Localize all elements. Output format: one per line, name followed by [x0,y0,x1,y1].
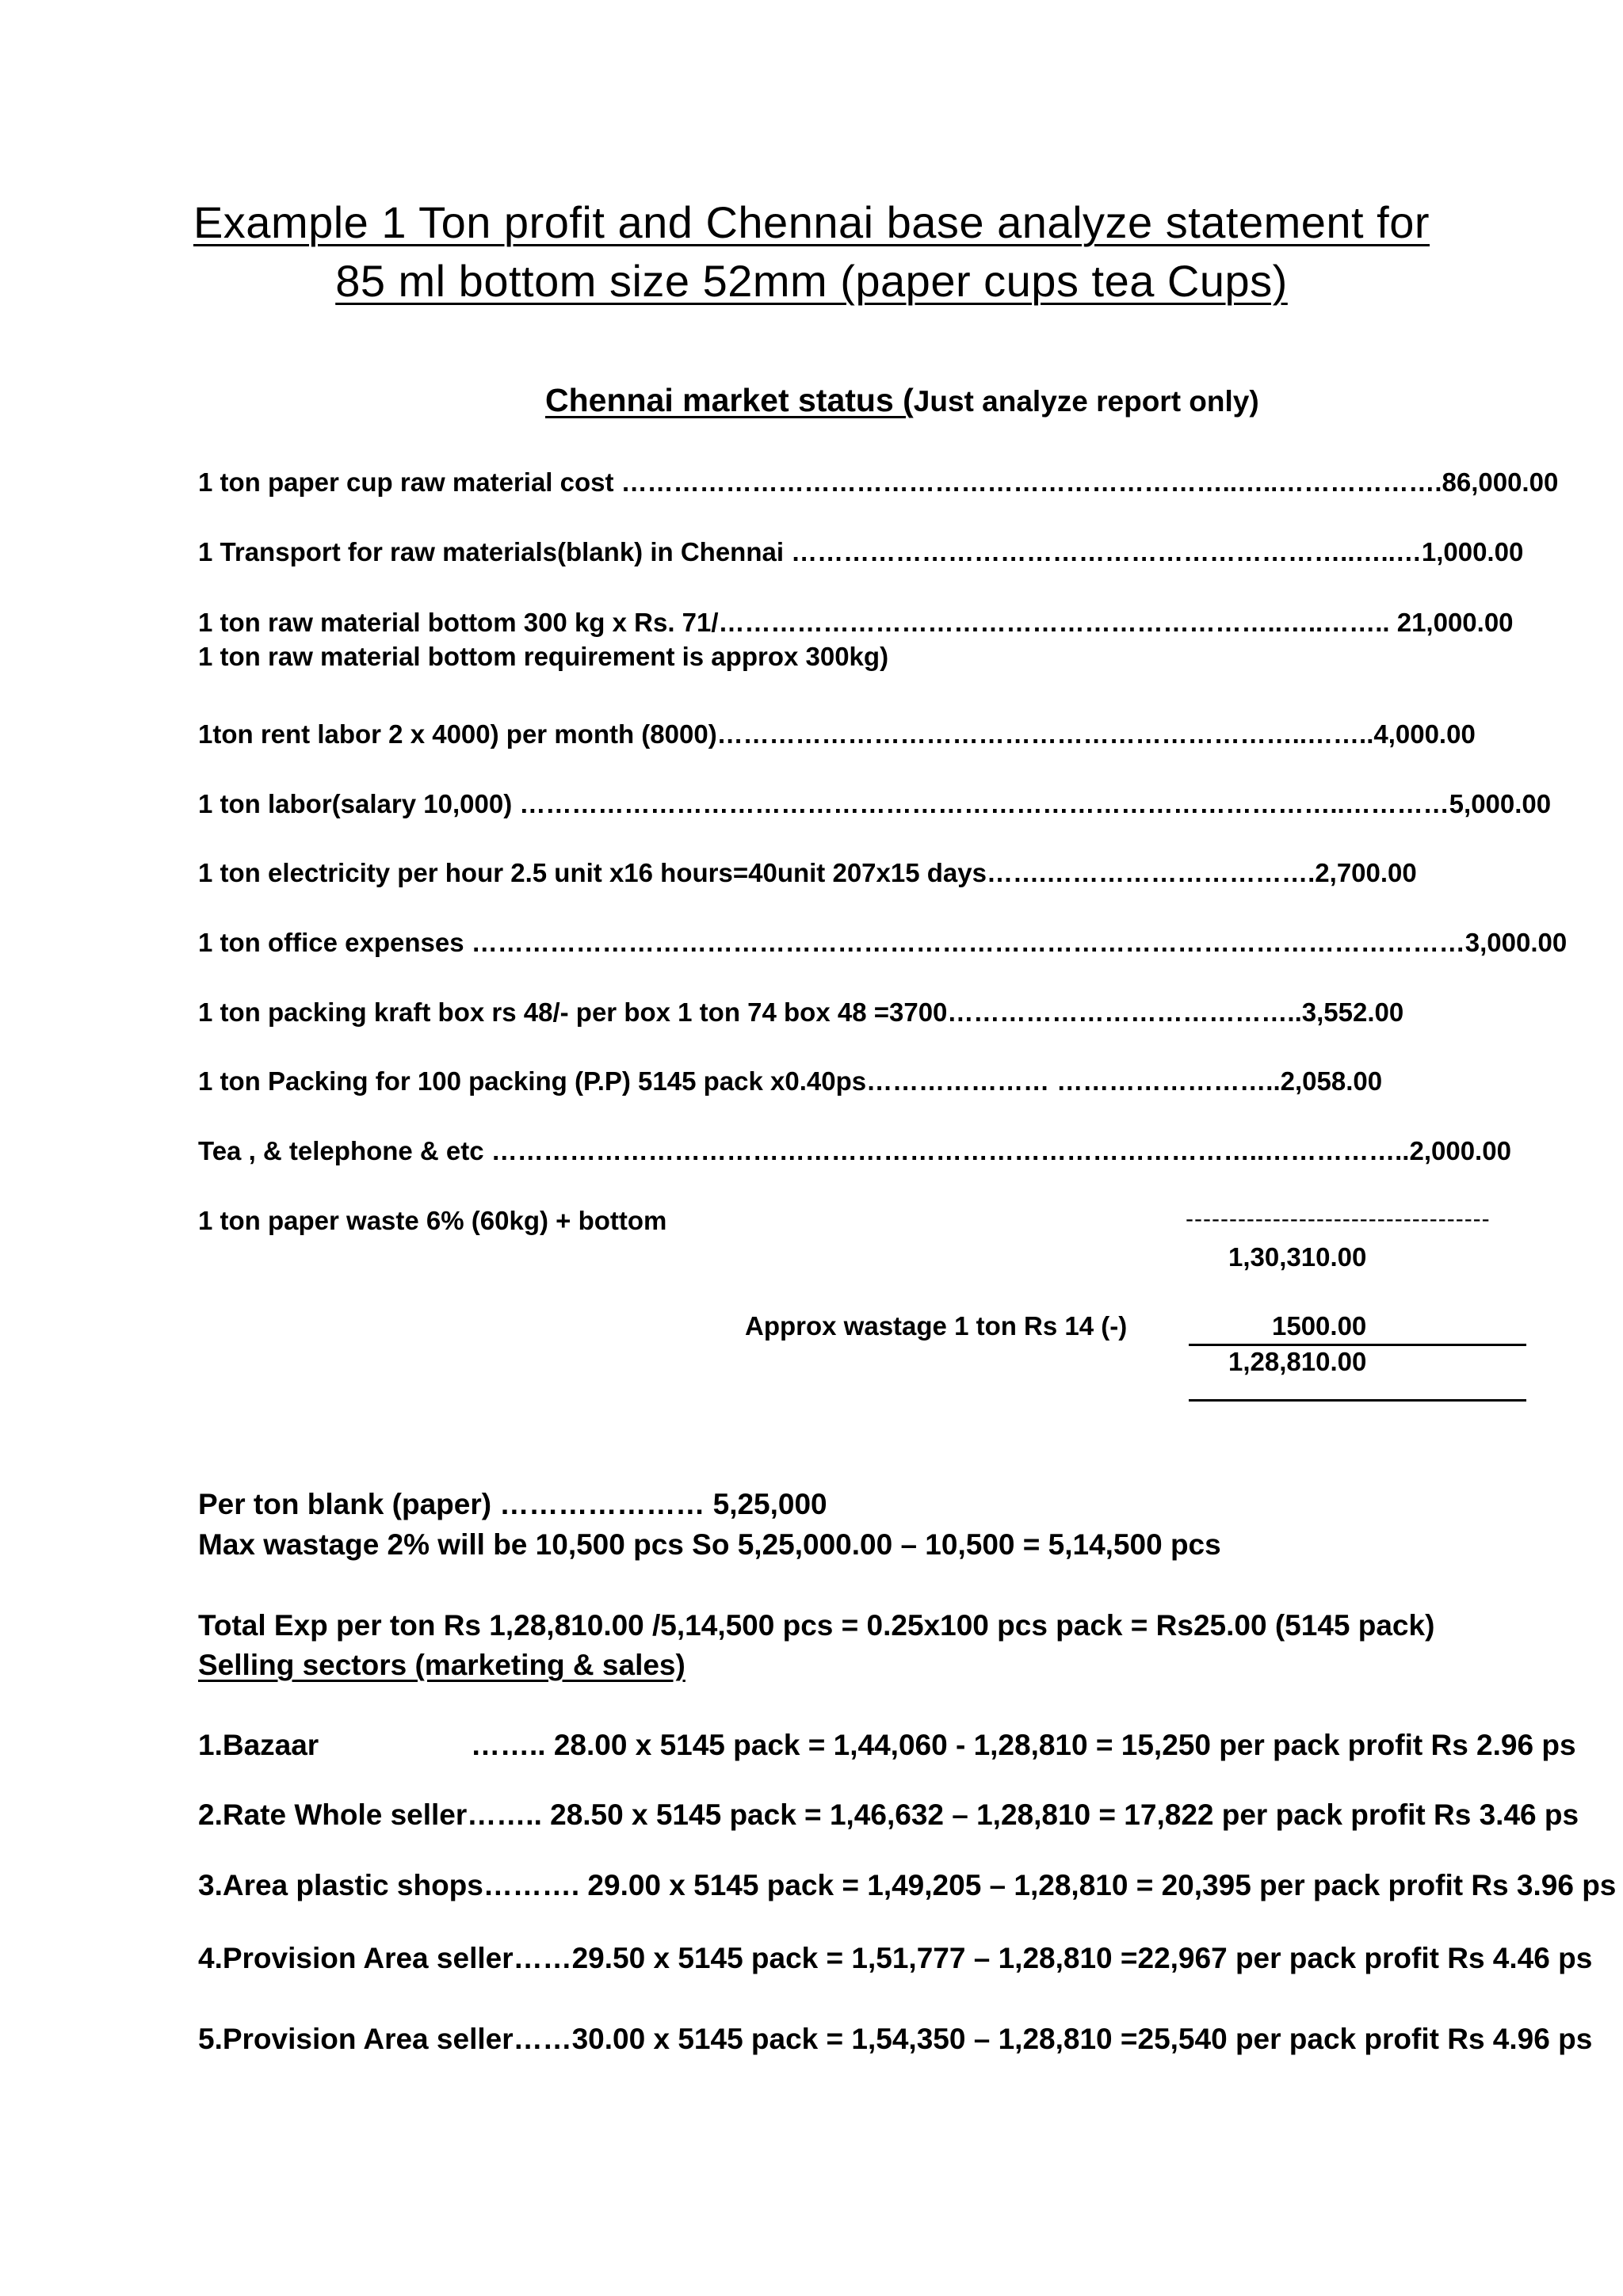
expense-line: 1 ton paper cup raw material cost ……………………………………………………………..…..……………….86,000.00 [198,467,1559,497]
selling-row: 2.Rate Whole seller…….. 28.50 x 5145 pack = 1,46,632 – 1,28,810 = 17,822 per pack profit Rs 3.46 ps [198,1798,1579,1831]
selling-row: 3.Area plastic shops………. 29.00 x 5145 pack = 1,49,205 – 1,28,810 = 20,395 per pack profit Rs 3.96 ps [198,1869,1617,1901]
title-line-2: 85 ml bottom size 52mm (paper cups tea Cups) [335,256,1288,306]
subtitle-main: Chennai market status ( [545,382,914,418]
expense-line: 1 ton Packing for 100 packing (P.P) 5145 pack x0.40ps………………… ……………………..2,058.00 [198,1066,1383,1096]
expense-line: Tea , & telephone & etc ……………………………………………………………………………..……………..2,000.00 [198,1136,1511,1165]
selling-heading: Selling sectors (marketing & sales) [198,1649,685,1681]
expense-line: 1 ton packing kraft box rs 48/- per box 1 ton 74 box 48 =3700…………………………………..3,552.00 [198,997,1404,1027]
underline-rule [1189,1399,1526,1402]
expense-line: 1 Transport for raw materials(blank) in Chennai ………………………………………………………..…..…1,000.00 [198,537,1524,566]
selling-row: 5.Provision Area seller……30.00 x 5145 pack = 1,54,350 – 1,28,810 =25,540 per pack profit Rs 4.96 ps [198,2023,1593,2055]
title-line-1: Example 1 Ton profit and Chennai base analyze statement for [193,197,1430,247]
total-value: 1,28,810.00 [1228,1347,1367,1376]
expense-line: 1 ton electricity per hour 2.5 unit x16 hours=40unit 207x15 days…….………………………….2,700.00 [198,858,1417,887]
subtitle [545,382,1259,419]
expense-line: 1 ton paper waste 6% (60kg) + bottom [198,1206,667,1235]
total-expense: Total Exp per ton Rs 1,28,810.00 /5,14,500 pcs = 0.25x100 pcs pack = Rs25.00 (5145 pack) [198,1609,1435,1642]
expense-line: 1 ton labor(salary 10,000) …………………………………………………………………………………..…………5,000.00 [198,789,1552,818]
selling-calc: …….. 28.00 x 5145 pack = 1,44,060 - 1,28,810 = 15,250 per pack profit Rs 2.96 ps [471,1729,1576,1761]
subtitle-note: Just analyze report only) [913,385,1259,418]
max-wastage: Max wastage 2% will be 10,500 pcs So 5,25,000.00 – 10,500 = 5,14,500 pcs [198,1528,1221,1561]
dashed-separator: ----------------------------------- [1186,1206,1491,1232]
expense-line: 1ton rent labor 2 x 4000) per month (8000)…………………………………………………………..……..4,000.00 [198,719,1476,749]
selling-row-bazaar [198,1729,319,1762]
wastage-label: Approx wastage 1 ton Rs 14 (-) [745,1311,1128,1341]
wastage-value: 1500.00 [1272,1311,1367,1341]
subtotal-value: 1,30,310.00 [1228,1242,1367,1272]
selling-row: 4.Provision Area seller……29.50 x 5145 pack = 1,51,777 – 1,28,810 =22,967 per pack profit Rs 4.46 ps [198,1942,1593,1974]
per-ton-blank: Per ton blank (paper) ………………… 5,25,000 [198,1488,827,1520]
expense-line: 1 ton raw material bottom 300 kg x Rs. 71/………………………………………………………..…..…….. 21,000.00 [198,608,1514,637]
underline-rule [1189,1344,1526,1346]
expense-note: 1 ton raw material bottom requirement is approx 300kg) [198,642,889,671]
expense-line: 1 ton office expenses ……………………………………………………………………………………………………3,000.00 [198,928,1568,957]
selling-label: 1.Bazaar [198,1729,319,1761]
